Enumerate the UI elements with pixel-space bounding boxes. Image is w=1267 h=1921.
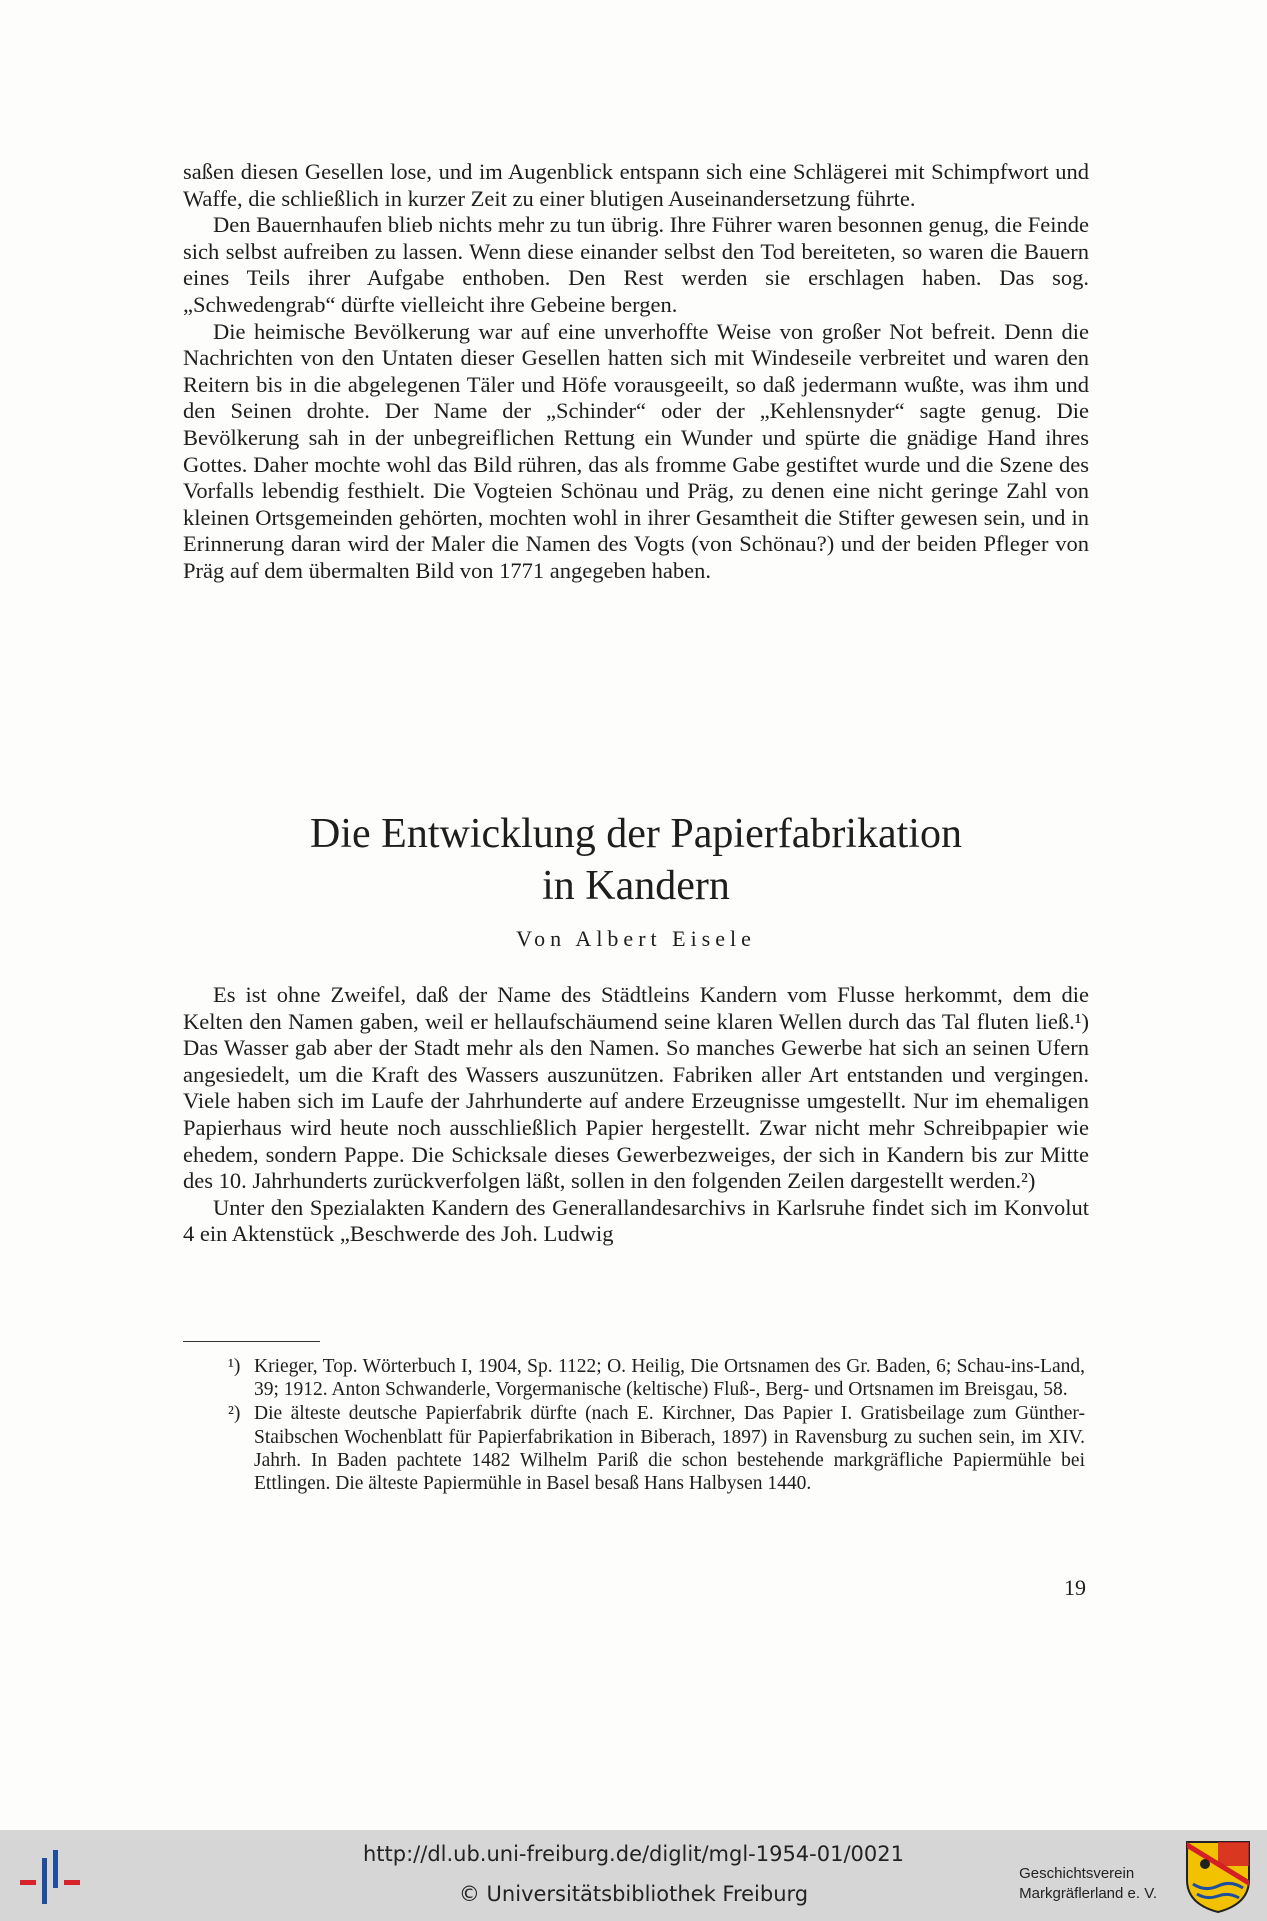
article-author: Von Albert Eisele — [516, 926, 756, 951]
digitization-footer — [0, 1830, 1267, 1921]
page-number: 19 — [1064, 1575, 1086, 1600]
article-title-line-1: Die Entwicklung der Papierfabrikation — [310, 811, 962, 857]
copyright-notice: © Universitätsbibliothek Freiburg — [458, 1882, 809, 1906]
article-title-line-2: in Kandern — [542, 863, 730, 909]
continued-article-text — [183, 159, 1089, 585]
article-body — [183, 982, 1089, 1248]
permalink-url[interactable]: http://dl.ub.uni-freiburg.de/diglit/mgl-1954-01/0021 — [362, 1842, 904, 1866]
footnote-divider — [183, 1341, 320, 1342]
paragraph: saßen diesen Gesellen lose, und im Augenblick entspann sich eine Schlägerei mit Schimpfwort und Waffe, die schließlich in kurzer Zeit zu einer blutigen Auseinandersetzung führte. — [183, 159, 1089, 211]
coat-of-arms-icon — [1185, 1840, 1251, 1914]
footnotes — [228, 1355, 1085, 1496]
footnote-mark: ¹) — [228, 1356, 241, 1377]
footnote — [228, 1402, 1085, 1495]
society-name-line-1: Geschichtsverein — [1019, 1865, 1135, 1882]
paragraph: Es ist ohne Zweifel, daß der Name des Städtleins Kandern vom Flusse herkommt, dem die Kelten den Namen gaben, weil er hellaufschäumend seine klaren Wellen durch das Tal fluten ließ.¹) Das Wasser gab aber der Stadt mehr als den Namen. So manches Gewerbe hat sich an seinen Ufern angesiedelt, um die Kraft des Wassers auszunützen. Fabriken aller Art entstanden und vergingen. Viele haben sich im Laufe der Jahrhunderte auf andere Erzeugnisse umgestellt. Nur im ehemaligen Papierhaus wird heute noch ausschließlich Papier hergestellt. Zwar nicht mehr Schreibpapier wie ehedem, sondern Pappe. Die Schicksale dieses Gewerbezweiges, der sich in Kandern bis zur Mitte des 10. Jahrhunderts zurückverfolgen läßt, sollen in den folgenden Zeilen dargestellt werden.²) — [183, 982, 1089, 1194]
footnote-text: Krieger, Top. Wörterbuch I, 1904, Sp. 1122; O. Heilig, Die Ortsnamen des Gr. Baden, 6; Schau-ins-Land, 39; 1912. Anton Schwanderle, Vorgermanische (keltische) Fluß-, Berg- und Ortsnamen im Breisgau, 58. — [254, 1356, 1085, 1401]
society-name-line-2: Markgräflerland e. V. — [1019, 1885, 1157, 1902]
footnote — [228, 1355, 1085, 1401]
paragraph: Den Bauernhaufen blieb nichts mehr zu tun übrig. Ihre Führer waren besonnen genug, die Feinde sich selbst aufreiben zu lassen. Wenn diese einander selbst den Tod bereiteten, so waren die Bauern eines Teils ihrer Aufgabe enthoben. Den Rest werden sie erschlagen haben. Das sog. „Schwedengrab“ dürfte vielleicht ihre Gebeine bergen. — [183, 212, 1089, 317]
society-name — [1019, 1864, 1157, 1904]
footnote-mark: ²) — [228, 1403, 241, 1425]
footnote-text: Die älteste deutsche Papierfabrik dürfte (nach E. Kirchner, Das Papier I. Gratisbeilage zum Günther-Staibschen Wochenblatt für Papierfabrikation in Biberach, 1897) in Ravensburg zu suchen sein, im XIV. Jahrh. In Baden pachtete 1482 Wilhelm Pariß die schon bestehende markgräfliche Papiermühle bei Ettlingen. Die älteste Papiermühle in Basel besaß Hans Halbysen 1440. — [254, 1403, 1085, 1495]
paragraph: Unter den Spezialakten Kandern des Generallandesarchivs in Karlsruhe findet sich im Konvolut 4 ein Aktenstück „Beschwerde des Joh. Ludwig — [183, 1194, 1089, 1247]
paragraph: Die heimische Bevölkerung war auf eine unverhoffte Weise von großer Not befreit. Denn die Nachrichten von den Untaten dieser Gesellen hatten sich mit Windeseile verbreitet und waren den Reitern bis in die abgelegenen Täler und Höfe vorausgeeilt, so daß jedermann wußte, was ihm und den Seinen drohte. Der Name der „Schinder“ oder der „Kehlensnyder“ sagte genug. Die Bevölkerung sah in der unbegreiflichen Rettung ein Wunder und spürte die gnädige Hand ihres Gottes. Daher mochte wohl das Bild rühren, das als fromme Gabe gestiftet wurde und die Szene des Vorfalls lebendig festhielt. Die Vogteien Schönau und Präg, zu denen eine nicht geringe Zahl von kleinen Ortsgemeinden gehörten, mochten wohl in ihrer Gesamtheit die Stifter gewesen sein, und in Erinnerung daran wird der Maler die Namen des Vogts (von Schönau?) und der beiden Pfleger von Präg auf dem übermalten Bild von 1771 angegeben haben. — [183, 318, 1089, 583]
